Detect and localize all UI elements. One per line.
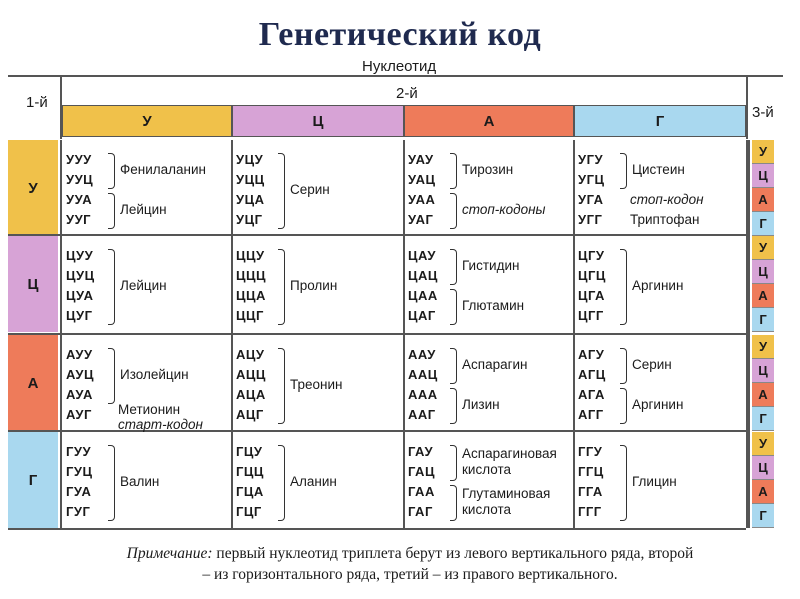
codon: ЦАА (408, 288, 438, 303)
codon-cell (404, 236, 574, 332)
codon: ГЦЦ (236, 464, 264, 479)
third-letter-cell: Г (752, 212, 774, 236)
codon: ГАГ (408, 504, 433, 519)
codon-cell (62, 140, 232, 236)
amino-acid-label (462, 298, 524, 314)
codon: УЦУ (236, 152, 264, 167)
brace (450, 348, 457, 384)
codon: УЦГ (236, 212, 263, 227)
amino-acid-label (120, 162, 206, 178)
codon: АГЦ (578, 367, 606, 382)
brace (450, 388, 457, 424)
footnote-line2: – из горизонтального ряда, третий – из правого вертикального. (202, 566, 618, 583)
brace (278, 153, 285, 229)
amino-acid-text: Цистеин (632, 162, 685, 177)
codon: ГГА (578, 484, 603, 499)
amino-acid-label (632, 357, 672, 373)
amino-acid-label (630, 212, 699, 228)
column-header-3: А (404, 105, 574, 137)
brace (278, 249, 285, 325)
footnote (40, 543, 780, 585)
amino-acid-text: стоп-кодоны (462, 202, 546, 217)
codon-cell (404, 432, 574, 528)
codon: УГУ (578, 152, 604, 167)
codon: ЦГА (578, 288, 605, 303)
brace (278, 445, 285, 521)
footnote-line1: первый нуклеотид триплета берут из левого вертикального ряда, второй (212, 545, 694, 562)
codon: ЦЦЦ (236, 268, 266, 283)
codon-list (578, 150, 618, 230)
amino-acid-text: Лейцин (120, 278, 167, 293)
codon: ЦЦУ (236, 248, 265, 263)
codon: УАГ (408, 212, 434, 227)
codon: АЦЦ (236, 367, 266, 382)
brace (450, 289, 457, 325)
codon-list (236, 345, 276, 425)
codon-list (236, 246, 276, 326)
amino-acid-text: Аланин (290, 474, 337, 489)
amino-acid-label (290, 182, 330, 198)
codon: ГГГ (578, 504, 602, 519)
row-header-2: Ц (8, 236, 58, 332)
amino-acid-label (120, 367, 189, 383)
nucleotide-label: Нуклеотид (362, 58, 437, 75)
codon: УГЦ (578, 172, 605, 187)
amino-acid-label (462, 357, 528, 373)
brace (278, 348, 285, 424)
codon: АЦГ (236, 407, 264, 422)
codon: ЦУЦ (66, 268, 95, 283)
amino-acid-label (120, 202, 167, 218)
codon: ГЦГ (236, 504, 262, 519)
codon: УГА (578, 192, 604, 207)
amino-acid-text: кислота (462, 462, 511, 477)
amino-acid-text: стоп-кодон (630, 192, 704, 207)
amino-acid-label (462, 162, 513, 178)
codon: АУГ (66, 407, 92, 422)
amino-acid-label (462, 446, 557, 478)
amino-acid-text: Глицин (632, 474, 677, 489)
amino-acid-label (290, 474, 337, 490)
codon: УАЦ (408, 172, 436, 187)
codon: УЦА (236, 192, 265, 207)
amino-acid-text: Глютамин (462, 298, 525, 313)
third-letter-cell: А (752, 188, 774, 212)
amino-acid-label (462, 202, 546, 218)
amino-acid-text: Серин (290, 182, 330, 197)
brace (450, 249, 457, 285)
brace (450, 445, 457, 481)
codon: ГАА (408, 484, 435, 499)
brace (450, 193, 457, 229)
codon: УУУ (66, 152, 92, 167)
third-letter-cell: У (752, 140, 774, 164)
footnote-lead: Примечание: (126, 545, 213, 562)
amino-acid-label (632, 162, 685, 178)
codon-list (408, 150, 448, 230)
codon-list (408, 345, 448, 425)
brace (450, 485, 457, 521)
codon-list (66, 150, 106, 230)
amino-acid-text: Валин (120, 474, 160, 489)
codon-cell (574, 432, 746, 528)
codon-list (66, 345, 106, 425)
amino-acid-text: кислота (462, 502, 511, 517)
codon: ААГ (408, 407, 436, 422)
brace (620, 348, 627, 384)
amino-acid-text: Аспарагин (462, 357, 528, 372)
brace (108, 249, 115, 325)
brace (620, 249, 627, 325)
codon-list (578, 246, 618, 326)
codon: ЦАЦ (408, 268, 438, 283)
codon: ЦУГ (66, 308, 93, 323)
row-header-3: А (8, 335, 58, 431)
third-letter-cell: Ц (752, 456, 774, 480)
codon: АГУ (578, 347, 605, 362)
codon: УУЦ (66, 172, 94, 187)
brace (620, 153, 627, 189)
codon: ГАЦ (408, 464, 435, 479)
amino-acid-text: Лейцин (120, 202, 167, 217)
amino-acid-label (630, 192, 704, 208)
third-letter-cell: А (752, 383, 774, 407)
codon: УГГ (578, 212, 603, 227)
codon: УЦЦ (236, 172, 265, 187)
column-header-2: Ц (232, 105, 404, 137)
first-position-label: 1-й (26, 94, 48, 111)
codon-cell (62, 432, 232, 528)
brace (620, 388, 627, 424)
codon-list (66, 442, 106, 522)
codon: ГУУ (66, 444, 92, 459)
codon-cell (62, 236, 232, 332)
amino-acid-text: Пролин (290, 278, 338, 293)
amino-acid-label (290, 278, 337, 294)
third-letter-cell: Ц (752, 359, 774, 383)
codon: ЦЦГ (236, 308, 264, 323)
third-position-label: 3-й (752, 104, 774, 121)
codon: УАА (408, 192, 436, 207)
amino-acid-text: Аргинин (632, 278, 684, 293)
codon: ЦУУ (66, 248, 94, 263)
codon: АГГ (578, 407, 604, 422)
amino-acid-label (632, 278, 683, 294)
amino-acid-label (632, 397, 683, 413)
codon: ЦАУ (408, 248, 436, 263)
page-title: Генетический код (258, 16, 542, 53)
amino-acid-label (120, 278, 167, 294)
codon: УУГ (66, 212, 92, 227)
codon-list (66, 246, 106, 326)
codon: ААЦ (408, 367, 438, 382)
third-letter-cell: Г (752, 407, 774, 431)
codon-list (408, 246, 448, 326)
brace (450, 153, 457, 189)
amino-acid-text: Фенилаланин (120, 162, 206, 177)
codon-list (236, 150, 276, 230)
codon-cell (404, 140, 574, 236)
codon-list (408, 442, 448, 522)
row-header-4: Г (8, 432, 58, 528)
grid-line-horizontal (8, 528, 746, 530)
third-letter-cell: А (752, 480, 774, 504)
amino-acid-text: Глутаминовая (462, 486, 551, 501)
third-letter-cell: У (752, 236, 774, 260)
amino-acid-label (462, 397, 500, 413)
codon-cell (62, 335, 232, 431)
codon-cell (574, 335, 746, 431)
amino-acid-text: старт-кодон (118, 417, 203, 432)
amino-acid-text: Аргинин (632, 397, 684, 412)
third-letter-cell: У (752, 335, 774, 359)
amino-acid-text: Изолейцин (120, 367, 189, 382)
codon-cell (232, 140, 404, 236)
codon: ЦУА (66, 288, 94, 303)
codon: ЦАГ (408, 308, 436, 323)
codon: АЦУ (236, 347, 265, 362)
column-header-4: Г (574, 105, 746, 137)
codon-cell (404, 335, 574, 431)
third-letter-cell: Г (752, 308, 774, 332)
third-letter-cell: Ц (752, 260, 774, 284)
codon-list (578, 442, 618, 522)
amino-acid-text: Аспарагиновая (462, 446, 557, 461)
codon: ГУА (66, 484, 92, 499)
codon: ЦГУ (578, 248, 605, 263)
brace (108, 153, 115, 189)
brace (108, 193, 115, 229)
codon: ГАУ (408, 444, 434, 459)
amino-acid-label (632, 474, 677, 490)
brace (108, 445, 115, 521)
row-header-1: У (8, 140, 58, 236)
codon-list (578, 345, 618, 425)
codon-cell (232, 335, 404, 431)
codon: ААУ (408, 347, 436, 362)
codon: ГЦА (236, 484, 264, 499)
codon: АУЦ (66, 367, 94, 382)
amino-acid-text: Треонин (290, 377, 343, 392)
codon: АГА (578, 387, 605, 402)
codon-cell (574, 140, 746, 236)
codon: ГГУ (578, 444, 603, 459)
amino-acid-text: Серин (632, 357, 672, 372)
amino-acid-label (462, 258, 519, 274)
codon: УУА (66, 192, 93, 207)
codon: УАУ (408, 152, 434, 167)
codon: ЦЦА (236, 288, 266, 303)
codon: ААА (408, 387, 438, 402)
grid-line-vertical (748, 140, 750, 528)
amino-acid-label (118, 417, 203, 433)
codon: ЦГЦ (578, 268, 606, 283)
codon: ГУГ (66, 504, 91, 519)
codon: ЦГГ (578, 308, 604, 323)
codon-cell (574, 236, 746, 332)
amino-acid-label (462, 486, 550, 518)
codon-cell (232, 432, 404, 528)
header-top-rule (8, 75, 783, 77)
codon-cell (232, 236, 404, 332)
codon: ГГЦ (578, 464, 604, 479)
codon-list (236, 442, 276, 522)
codon: ГУЦ (66, 464, 93, 479)
third-letter-cell: А (752, 284, 774, 308)
amino-acid-text: Гистидин (462, 258, 520, 273)
brace (108, 348, 115, 404)
amino-acid-label (120, 474, 159, 490)
amino-acid-text: Триптофан (630, 212, 700, 227)
third-letter-cell: У (752, 432, 774, 456)
brace (620, 445, 627, 521)
amino-acid-label (118, 402, 180, 418)
amino-acid-label (290, 377, 342, 393)
codon: АУА (66, 387, 93, 402)
third-letter-cell: Ц (752, 164, 774, 188)
amino-acid-text: Тирозин (462, 162, 514, 177)
codon: АЦА (236, 387, 266, 402)
second-position-label: 2-й (396, 85, 418, 102)
header-right-rule (746, 77, 748, 139)
amino-acid-text: Лизин (462, 397, 500, 412)
column-header-1: У (62, 105, 232, 137)
third-letter-cell: Г (752, 504, 774, 528)
amino-acid-text: Метионин (118, 402, 181, 417)
codon: ГЦУ (236, 444, 263, 459)
codon: АУУ (66, 347, 93, 362)
